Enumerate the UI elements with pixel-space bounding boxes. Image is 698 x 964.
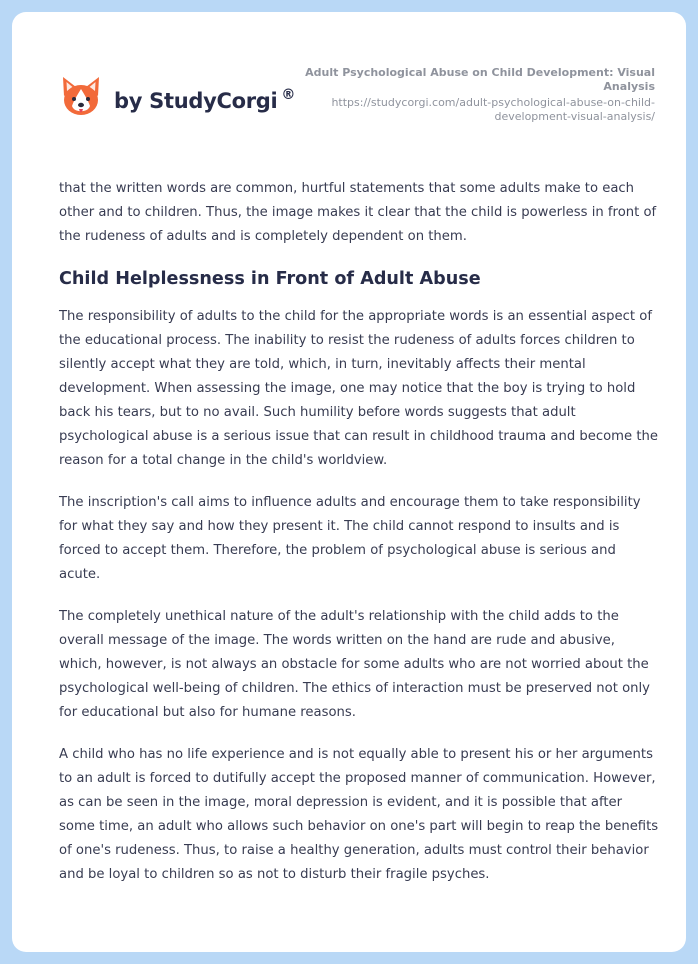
intro-paragraph: that the written words are common, hurtful statements that some adults make to each other and to children. Thus, the image makes it clear that the child is powerless in front of the rudeness of adults and is completely dependent on them. — [59, 181, 657, 244]
document-url[interactable]: https://studycorgi.com/adult-psychological-abuse-on-child-development-visual-analysis/ — [331, 96, 655, 123]
section-heading: Child Helplessness in Front of Adult Abuse — [59, 269, 481, 289]
corgi-icon — [60, 76, 102, 120]
studycorgi-logo[interactable] — [60, 76, 295, 120]
body-paragraph: The inscription's call aims to influence adults and encourage them to take responsibility for what they say and how they present it. The child cannot respond to insults and is forced to accept them. Therefore, the problem of psychological abuse is serious and acute. — [59, 495, 641, 582]
document-page — [12, 12, 686, 952]
document-content — [59, 177, 659, 905]
document-meta — [305, 66, 655, 124]
logo-wordmark — [114, 87, 295, 113]
body-paragraph: The completely unethical nature of the adult's relationship with the child adds to the overall message of the image. The words written on the hand are rude and abusive, which, however, is not always an obstacle for some adults who are not worried about the psychological well-being of children. The ethics of interaction must be preserved not only for educational but also for humane reasons. — [59, 609, 650, 720]
logo-text: by StudyCorgi — [114, 89, 278, 113]
body-paragraph: The responsibility of adults to the child for the appropriate words is an essential aspect of the educational process. The inability to resist the rudeness of adults forces children to silently accept what they are told, which, in turn, inevitably affects their mental development. When assessing the image, one may notice that the boy is trying to hold back his tears, but to no avail. Such humility before words suggests that adult psychological abuse is a serious issue that can result in childhood trauma and become the reason for a total change in the child's worldview. — [59, 309, 658, 468]
document-title: Adult Psychological Abuse on Child Development: Visual Analysis — [305, 66, 655, 93]
registered-mark: ® — [281, 87, 296, 103]
body-paragraph: A child who has no life experience and is not equally able to present his or her arguments to an adult is forced to dutifully accept the proposed manner of communication. However, as can be seen in the image, moral depression is evident, and it is possible that after some time, an adult who allows such behavior on one's part will begin to reap the benefits of one's rudeness. Thus, to raise a healthy generation, adults must control their behavior and be loyal to children so as not to disturb their fragile psyches. — [59, 747, 659, 882]
